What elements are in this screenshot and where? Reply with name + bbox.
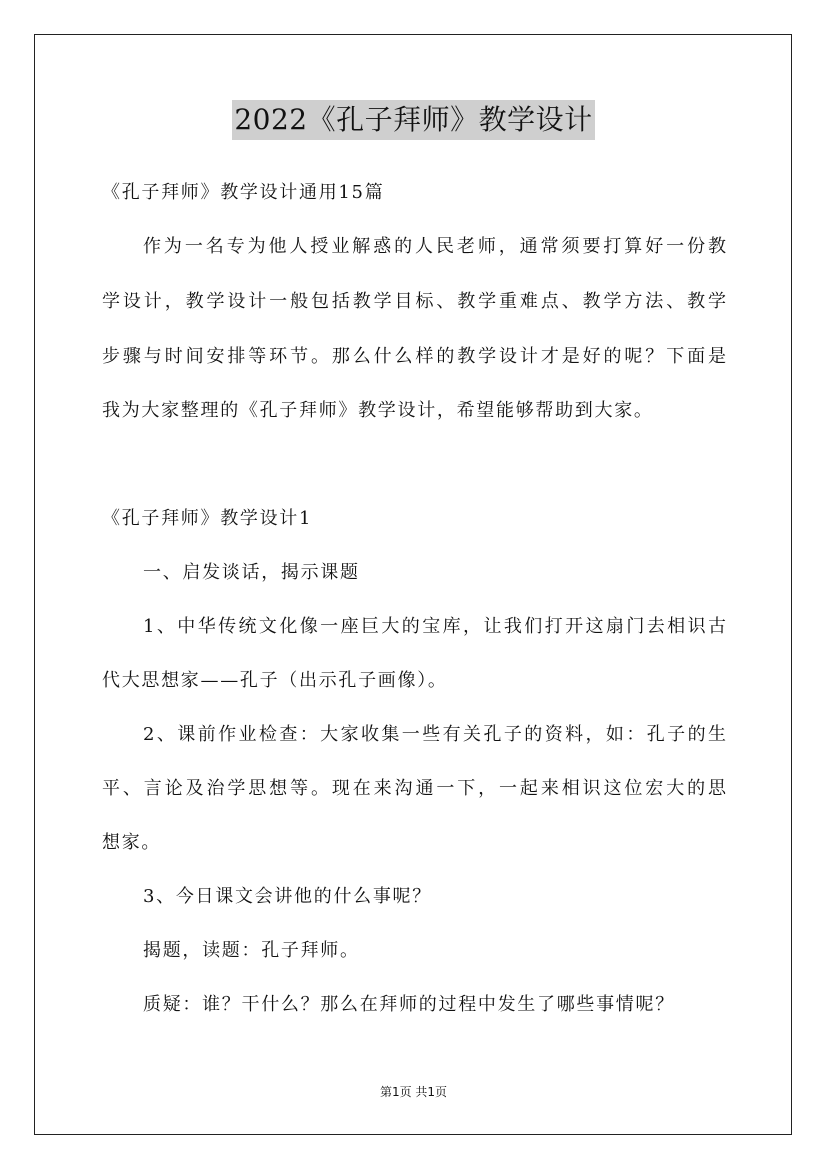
item-2-line-2: 平、言论及治学思想等。现在来沟通一下，一起来相识这位宏大的思 [102,778,726,799]
questioning: 质疑：谁？干什么？那么在拜师的过程中发生了哪些事情呢？ [143,994,675,1015]
section-heading: 《孔子拜师》教学设计1 [102,508,313,529]
intro-line-3: 步骤与时间安排等环节。那么什么样的教学设计才是好的呢？下面是 [102,346,726,367]
item-3: 3、今日课文会讲他的什么事呢？ [143,886,432,907]
intro-line-4: 我为大家整理的《孔子拜师》教学设计，希望能够帮助到大家。 [102,400,654,421]
item-1-line-2: 代大思想家——孔子（出示孔子画像）。 [102,670,448,691]
item-2-line-1: 2、课前作业检查：大家收集一些有关孔子的资料，如：孔子的生 [143,724,726,745]
item-2-line-3: 想家。 [102,832,162,853]
intro-line-1: 作为一名专为他人授业解惑的人民老师，通常须要打算好一份教 [143,236,726,257]
title-container [0,100,827,140]
reveal-topic: 揭题，读题：孔子拜师。 [143,940,360,961]
item-1-line-1: 1、中华传统文化像一座巨大的宝库，让我们打开这扇门去相识古 [143,616,726,637]
document-title: 2022《孔子拜师》教学设计 [232,100,594,140]
intro-line-2: 学设计，教学设计一般包括教学目标、教学重难点、教学方法、教学 [102,291,726,312]
document-subtitle: 《孔子拜师》教学设计通用15篇 [102,182,385,203]
page-footer: 第1页 共1页 [379,1085,448,1099]
step-one-heading: 一、启发谈话，揭示课题 [143,562,360,583]
